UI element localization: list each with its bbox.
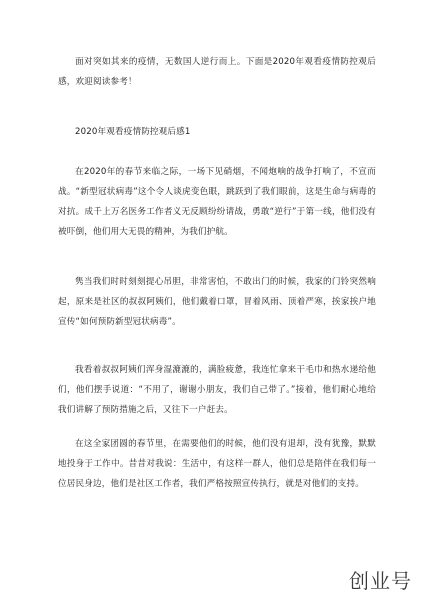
body-paragraph-4: 在这全家团圆的春节里，在需要他们的时候，他们没有退却，没有犹豫，默默地投身于工作中。昔昔对我说：生活中，有这样一群人，他们总是陪伴在我们每一位居民身边，他们是社区工作者，我们严格按照宣传执行，就是对他们的支持。: [58, 439, 376, 489]
document-title: 2020年观看疫情防控观后感1: [75, 127, 191, 137]
body-paragraph-2: 隽当我们时时刻刻提心吊胆，非常害怕，不敢出门的时候，我家的门铃突然响起，原来是社区的叔叔阿姨们，他们戴着口罩，冒着风雨、顶着严寒，挨家挨户地宣传“如何预防新型冠状病毒”。: [58, 277, 376, 327]
body-paragraph-1: 在2020年的春节来临之际，一场下见硝烟，不闻炮响的战争打响了，不宣而战。“新型冠状病毒”这个令人谈虎变色眼，跳跃到了我们眼前，这是生命与病毒的对抗。成千上万名医务工作者义无反顾纷纷请战，勇敢“逆行”于第一线，他们没有被吓倒，他们用大无畏的精神，为我们护航。: [58, 167, 376, 237]
body-paragraph-3: 我看着叔叔阿姨们浑身湿漉漉的，满脸疲惫，我连忙拿来干毛巾和热水递给他们，他们摆手说道：“不用了，谢谢小朋友，我们自己带了。”接着，他们耐心地给我们讲解了预防措施之后，又往下一户赶去。: [58, 365, 376, 415]
intro-paragraph: 面对突如其来的疫情，无数国人逆行而上。下面是2020年观看疫情防控观后感，欢迎阅读参考！: [58, 57, 376, 87]
watermark-logo: 创业号: [349, 569, 412, 593]
